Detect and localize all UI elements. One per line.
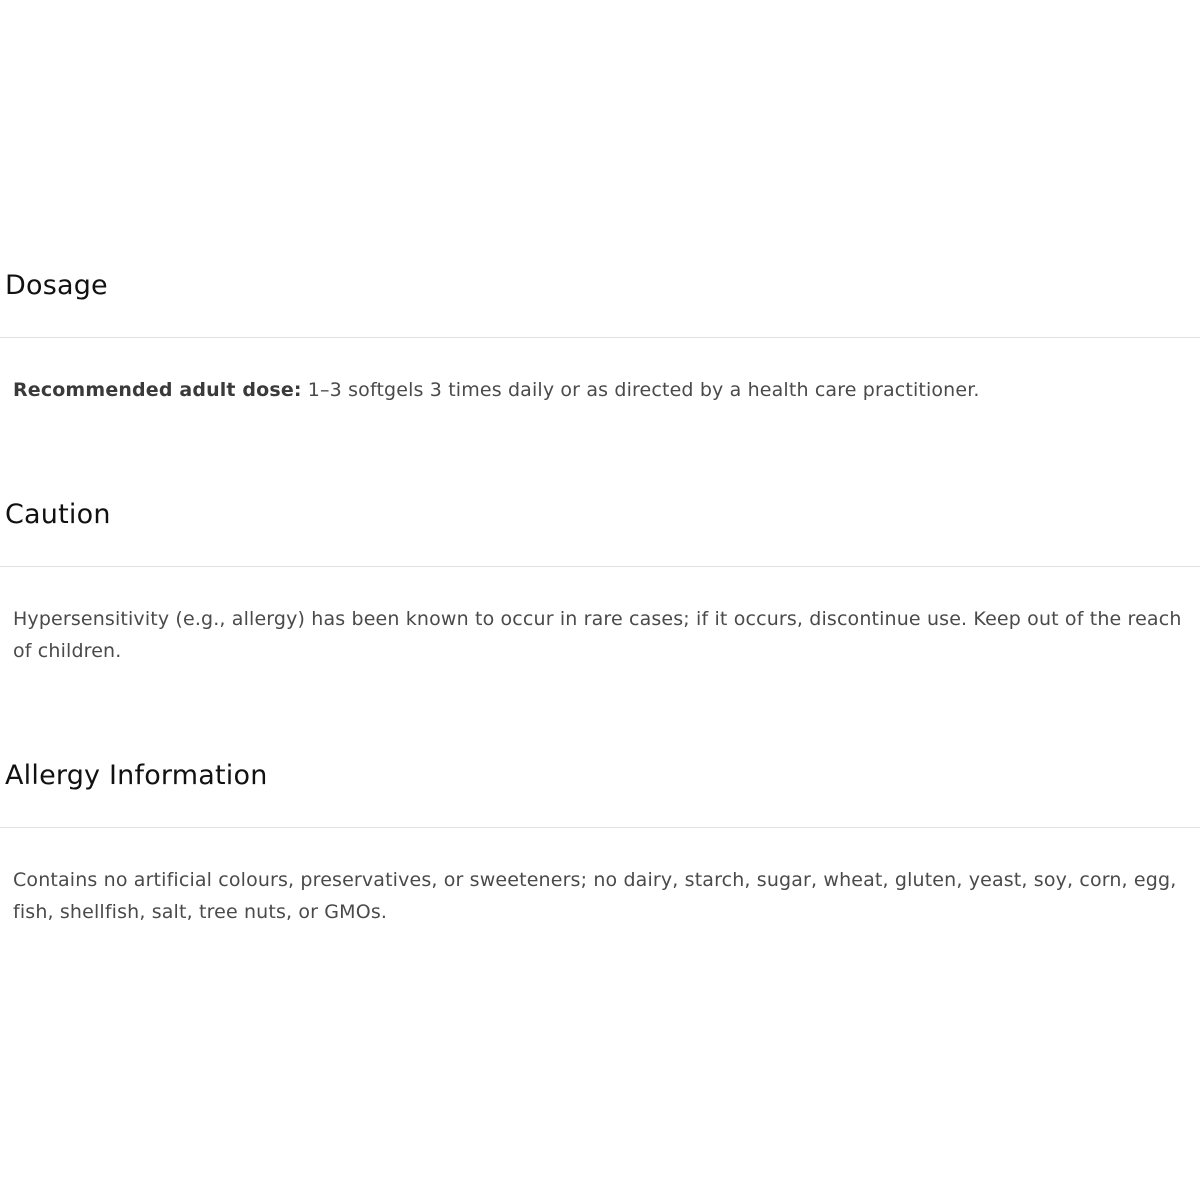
dosage-label: Recommended adult dose: xyxy=(13,379,302,401)
dosage-heading: Dosage xyxy=(5,270,108,301)
dosage-text xyxy=(13,374,1193,406)
allergy-heading: Allergy Information xyxy=(5,760,268,791)
dosage-divider xyxy=(0,337,1200,338)
caution-text: Hypersensitivity (e.g., allergy) has been known to occur in rare cases; if it occurs, discontinue use. Keep out of the reach of children. xyxy=(13,608,1182,662)
allergy-text: Contains no artificial colours, preservatives, or sweeteners; no dairy, starch, sugar, wheat, gluten, yeast, soy, corn, egg, fish, shellfish, salt, tree nuts, or GMOs. xyxy=(13,869,1177,923)
allergy-divider xyxy=(0,827,1200,828)
dosage-instructions: 1–3 softgels 3 times daily or as directed by a health care practitioner. xyxy=(301,379,980,401)
caution-heading: Caution xyxy=(5,499,111,530)
caution-divider xyxy=(0,566,1200,567)
